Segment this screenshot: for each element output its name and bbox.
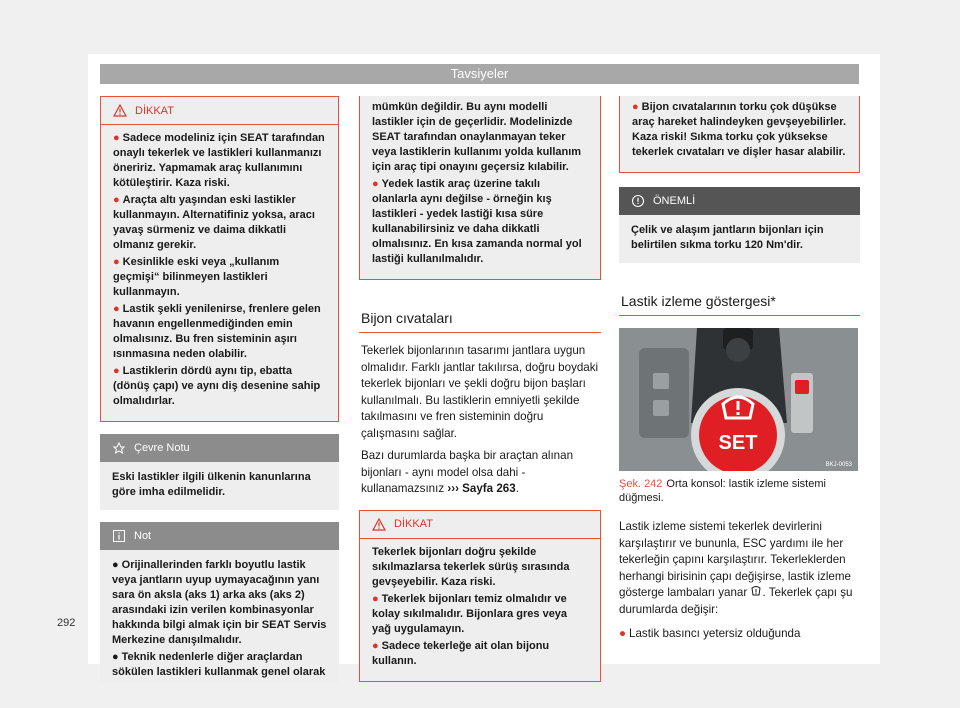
list-item: ● Lastiklerin dördü aynı tip, ebatta (dönüş çapı) ve aynı diş desenine sahip olmalıdırlar. bbox=[113, 365, 321, 407]
page-header: Tavsiyeler bbox=[100, 64, 859, 84]
warning-box bbox=[100, 96, 339, 422]
warning-box-continued bbox=[359, 96, 601, 280]
paragraph: Lastik izleme sistemi tekerlek devirlerini karşılaştırır ve bununla, ESC yardımı ile her tekerleğin çapını karşılaştırır. Tekerleklerden herhangi birisinin çapı değişirse, lastik izleme gösterge lambaları yanar . Tekerlek çapı şu durumlarda değişir: bbox=[619, 520, 853, 616]
note-box bbox=[100, 522, 339, 682]
list-item: ● Sadece tekerleğe ait olan bijonu kullanın. bbox=[372, 639, 550, 667]
important-header bbox=[619, 187, 860, 215]
column-left bbox=[100, 96, 339, 682]
column-right bbox=[619, 96, 860, 643]
list-item: ● Lastik basıncı yetersiz olduğunda bbox=[619, 627, 801, 640]
warning-box-continued bbox=[619, 96, 860, 173]
environment-note-header bbox=[100, 434, 339, 462]
warning-header bbox=[101, 97, 338, 125]
list-item: ● Tekerlek bijonları temiz olmalıdır ve kolay sıkılmalıdır. Bijonlara gres veya yağ uygulamayın. bbox=[372, 592, 568, 635]
figure-console-image bbox=[619, 328, 858, 471]
leaf-icon bbox=[112, 441, 126, 455]
set-button-label: SET bbox=[718, 432, 758, 454]
paragraph: Tekerlek bijonlarının tasarımı jantlara uygun olmalıdır. Farklı jantlar takılırsa, doğru boydaki tekerlek bijonları ve şekli doğru bijon başları kullanılmalı. Bu lastiklerin emniyetli şekilde takılmasını ve fren sisteminin doğru çalışmasını sağlar. bbox=[361, 344, 599, 440]
list-item: ● Lastik şekli yenilenirse, frenlere gelen havanın engellenmediğinden emin olmalısınız. Bu fren sisteminin aşırı ısınmasına neden olabilir. bbox=[113, 303, 321, 360]
important-text: Çelik ve alaşım jantların bijonları için belirtilen sıkma torku 120 Nm'dir. bbox=[631, 224, 824, 251]
warning-triangle-icon bbox=[372, 518, 386, 531]
section-title: Lastik izleme göstergesi* bbox=[619, 289, 860, 316]
exclamation-circle-icon bbox=[631, 194, 645, 208]
info-icon bbox=[112, 529, 126, 543]
warning-triangle-icon bbox=[113, 104, 127, 117]
list-item: ● Bijon cıvatalarının torku çok düşükse araç hareket halindeyken gevşeyebilirler. Kaza riski! Sıkma torku çok yüksekse tekerlek cıvataları ve dişler hasar alabilir. bbox=[632, 101, 847, 158]
note-header bbox=[100, 522, 339, 550]
list-item: ● Kesinlikle eski veya „kullanım geçmişi“ bilinmeyen lastikleri kullanmayın. bbox=[113, 256, 280, 298]
list-item: ● Sadece modeliniz için SEAT tarafından onaylı tekerlek ve lastikleri kullanmanızı öneririz. Yapmamak araç kullanımını kötüleştirir. Kaza riski. bbox=[113, 132, 325, 189]
warning-lead-text: Tekerlek bijonları doğru şekilde sıkılmazlarsa tekerlek sürüş sırasında gevşeyebilir. Kaza riski. bbox=[372, 545, 570, 588]
figure-caption-label: Şek. 242 bbox=[619, 478, 663, 490]
tire-pressure-icon bbox=[750, 586, 762, 597]
figure-caption: Şek. 242 Orta konsol: lastik izleme sistemi düğmesi. bbox=[619, 478, 826, 504]
warning-title: DİKKAT bbox=[394, 518, 433, 530]
list-item: ● Yedek lastik araç üzerine takılı olanlarla aynı değilse - örneğin kış lastikleri - yedek lastiği kısa süre kullanabilirsiniz ve daha dikkatli olmalısınız. En kısa zamanda normal yol lastiği kullanılmalıdır. bbox=[372, 178, 582, 265]
column-middle bbox=[359, 96, 601, 682]
environment-note-box bbox=[100, 434, 339, 510]
warning-title: DİKKAT bbox=[135, 104, 174, 117]
page-reference-link[interactable]: ››› Sayfa 263 bbox=[447, 482, 516, 495]
warning-header bbox=[360, 511, 600, 539]
warning-box bbox=[359, 510, 601, 682]
list-item: ● Araçta altı yaşından eski lastikler kullanmayın. Alternatifiniz yoksa, aracı yavaş sürmeniz ve daima dikkatli olmanız gerekir. bbox=[113, 194, 315, 251]
environment-note-text: Eski lastikler ilgili ülkenin kanunlarına göre imha edilmelidir. bbox=[112, 471, 311, 498]
important-title: ÖNEMLİ bbox=[653, 195, 696, 207]
section-title: Bijon cıvataları bbox=[359, 306, 601, 333]
paragraph: Bazı durumlarda başka bir araçtan alınan bijonları - aynı model olsa dahi - kullanamazsınız ››› Sayfa 263. bbox=[361, 449, 574, 495]
page-number: 292 bbox=[57, 617, 76, 629]
note-title: Not bbox=[134, 530, 152, 542]
list-item: ● Teknik nedenlerle diğer araçlardan sökülen lastikleri kullanmak genel olarak bbox=[112, 651, 326, 678]
figure-code: BKJ-0053 bbox=[825, 462, 852, 468]
warning-lead-text: mümkün değildir. Bu aynı modelli lastikler için de geçerlidir. Modelinizde SEAT tarafından onaylanmayan teker veya lastiklerin kullanımı yolda kullanım için araç tipi onayını geçersiz kılabilir. bbox=[372, 101, 582, 173]
list-item: ● Orijinallerinden farklı boyutlu lastik veya jantların uyup uymayacağının yanı sara ön aksla (aks 1) arka aks (aks 2) arasındaki izin verilen kombinasyonlar hakkında bilgi almak için bir SEAT Servis Merkezine danışılmalıdır. bbox=[112, 559, 327, 646]
console-illustration bbox=[619, 328, 858, 471]
important-box bbox=[619, 187, 860, 263]
environment-note-title: Çevre Notu bbox=[134, 442, 190, 454]
